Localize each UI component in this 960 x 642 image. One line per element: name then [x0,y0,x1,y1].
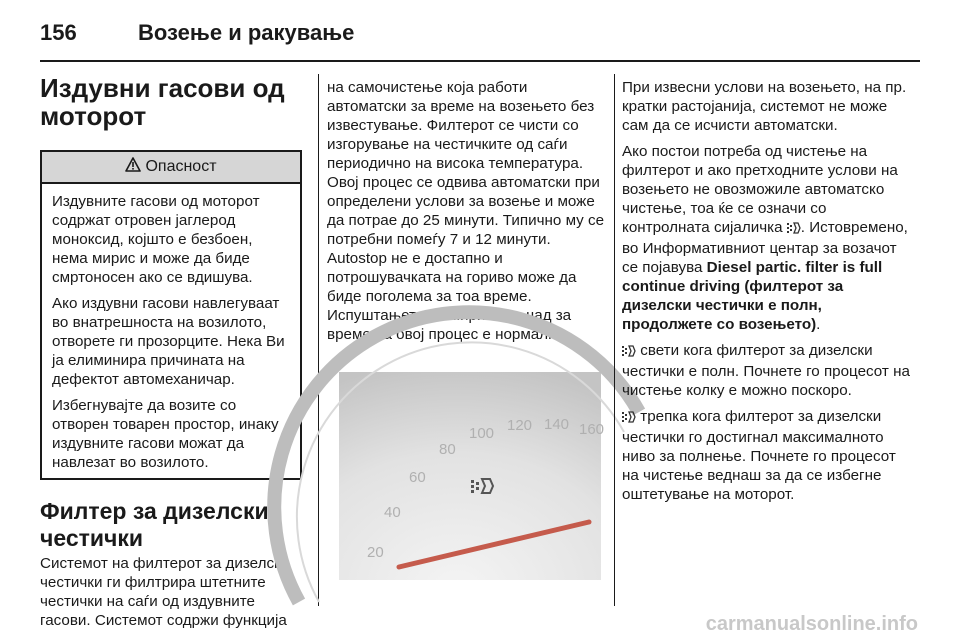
warning-triangle-icon [125,157,141,177]
warning-box [40,150,302,480]
column-divider-2 [614,74,615,606]
dpf-warning-lamp-icon [787,220,801,239]
dpf-intro-text: Системот на филтерот за дизелски честички ги филтрира штетните честички на саѓи од издувните гасови. Системот содржи функција [40,555,290,629]
gauge-tick-label: 160 [579,421,605,438]
column-3 [622,78,912,504]
column-1 [40,74,302,630]
page-number: 156 [40,20,77,45]
cleaning-need-text-end: . [816,316,821,333]
column-2 [327,78,607,344]
short-trips-text: При извесни услови на возењето, на пр. кратки растојанија, системот не може сам да се исчисти автоматски. [622,79,907,134]
warning-heading-text: Опасност [145,158,217,175]
cleaning-need-text-b: . Истовремено, во Информативниот центар за возачот се појавува [622,219,908,276]
column-divider-1 [318,74,319,606]
page-header [40,12,920,52]
lamp-on-text-body: свети кога филтерот за дизелски честички е полн. Почнете го процесот на чистење колку е можно поскоро. [622,342,910,399]
warning-heading [42,152,300,184]
warning-paragraph-2: Ако издувни гасови навлегуваат во внатрешноста на возилото, отворете ги прозорците. Нека Ви ја елиминира причината на дефектот автомеханичар. [52,295,285,388]
dpf-cleaning-text: на самочистење која работи автоматски за време на возењето без известување. Филтерот се чисти со изгорување на честичките од саѓи периодично на висока температура. Овој процес се одвива автоматски при определени услови за возење и може да потрае до 25 минути. Типично му се потребни помеѓу 7 и 12 минути. Autostop не е достапно и потрошувачката на гориво може да биде поголема за тоа време. Испуштањето на миризби и чад за време на овој процес е нормално. [327,79,605,343]
dpf-warning-lamp-icon [622,343,636,362]
header-divider [40,60,920,62]
lamp-flash-text-body: трепка кога филтерот за дизелски честички го достигнал максималното ниво за полнење. Почнете го процесот на чистење веднаш за да се избегне оштетување на моторот. [622,408,896,503]
gauge-tick-label: 60 [409,469,426,486]
dpf-warning-lamp-icon [622,409,636,428]
cleaning-need-text [622,142,912,334]
speedometer-illustration [339,372,605,580]
gauge-tick-label: 120 [507,417,533,434]
gauge-tick-label: 80 [439,441,456,458]
lamp-on-text [622,341,912,400]
subsection-title-line1: Филтер за дизелски [40,498,269,524]
subsection-title-line2: честички [40,525,144,551]
warning-paragraph-3: Избегнувајте да возите со отворен товарен простор, инаку издувните гасови можат да навлезат во возилото. [52,397,279,471]
gauge-tick-label: 20 [367,544,384,561]
dic-message: Diesel partic. filter is full continue driving (филтерот за дизелски честички е полн, продолжете со возењето) [622,259,883,333]
section-title-line2: моторот [40,101,147,131]
warning-body [42,184,300,478]
section-title-line1: Издувни гасови од [40,73,285,103]
gauge-tick-label: 140 [544,416,570,433]
warning-paragraph-1: Издувните гасови од моторот содржат отровен јаглерод моноксид, којшто е безбоен, нема мирис и може да биде смртоносен ако се вдишува. [52,193,260,286]
watermark: carmanualsonline.info [705,613,918,635]
lamp-flash-text [622,407,912,504]
instrument-cluster-image [339,372,605,580]
subsection-title [40,498,302,552]
cleaning-need-text-a: Ако постои потреба од чистење на филтерот и ако претходните услови на возењето не овозможиле автоматско чистење, тоа ќе се означи со контролната сијаличка [622,143,898,236]
chapter-title: Возење и ракување [138,20,355,45]
gauge-tick-label: 40 [384,504,401,521]
gauge-tick-label: 100 [469,425,495,442]
section-title [40,74,302,130]
